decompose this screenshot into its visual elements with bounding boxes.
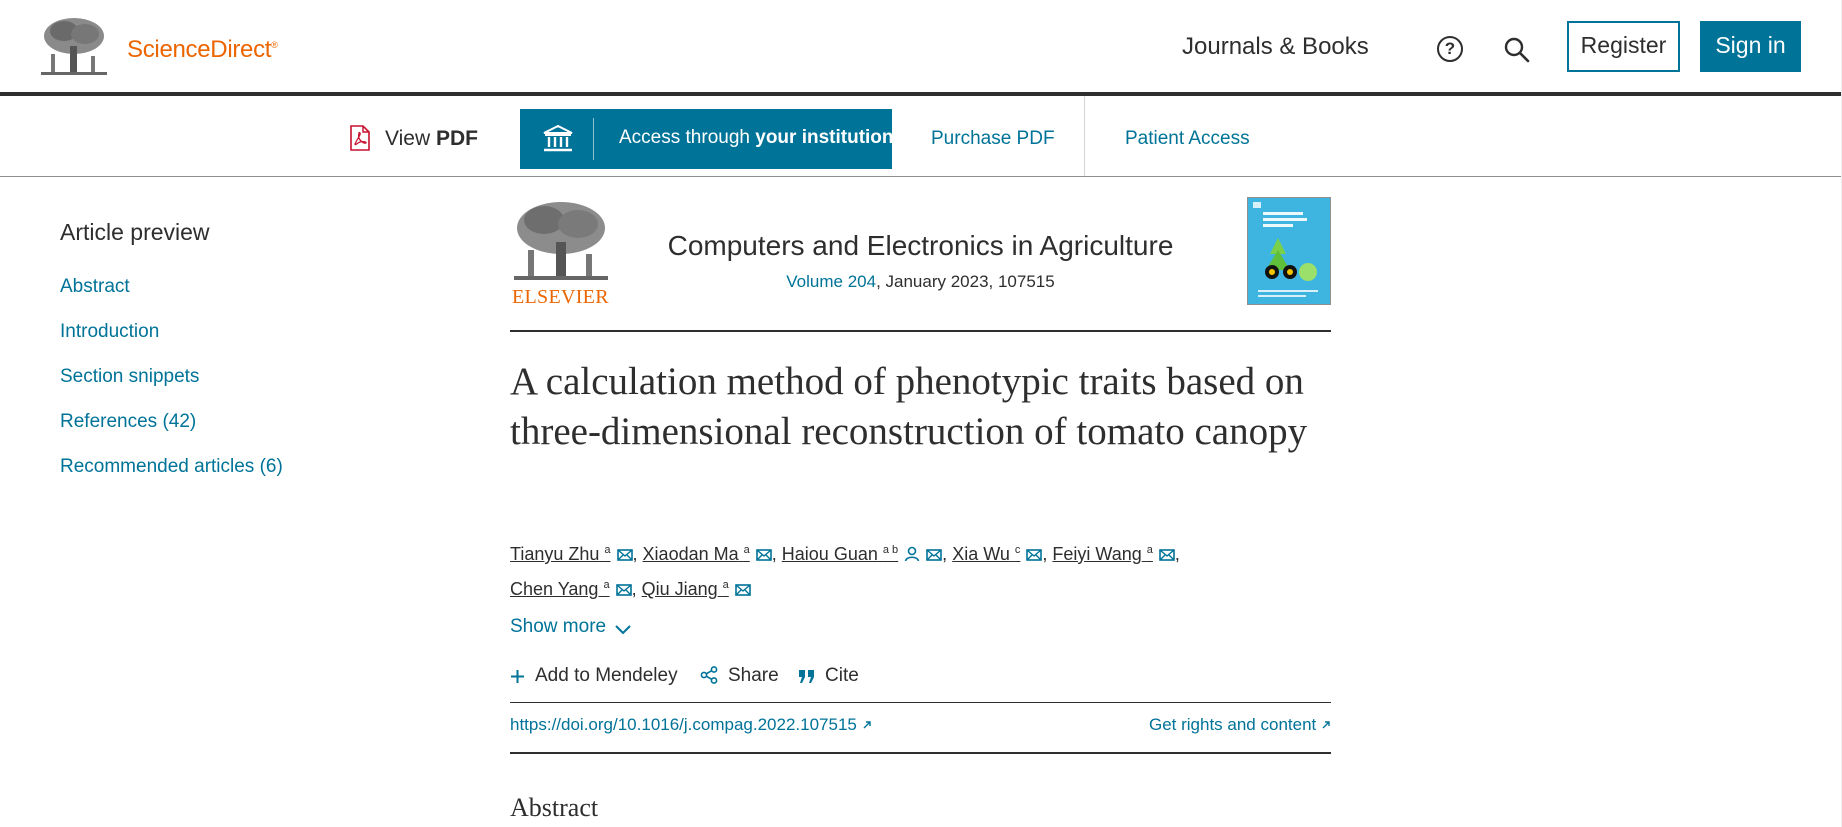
volume-link[interactable]: Volume 204 <box>786 272 877 291</box>
envelope-icon[interactable] <box>1159 549 1175 561</box>
journal-cover-art-icon <box>1248 198 1330 304</box>
elsevier-tree-logo-icon <box>39 16 109 78</box>
access-through-institution-button[interactable] <box>520 109 892 169</box>
add-to-mendeley-button[interactable]: Add to Mendeley <box>510 665 678 687</box>
external-link-icon <box>862 720 872 730</box>
access-divider <box>593 118 594 160</box>
sciencedirect-wordmark: ScienceDirect® <box>127 36 278 63</box>
sidebar-item-introduction[interactable]: Introduction <box>60 321 160 342</box>
journals-books-link[interactable]: Journals & Books <box>1182 33 1369 60</box>
doi-link[interactable]: https://doi.org/10.1016/j.compag.2022.107515 <box>510 715 872 735</box>
sidebar-item-references[interactable]: References (42) <box>60 411 197 432</box>
journal-title-link[interactable]: Computers and Electronics in Agriculture <box>667 230 1174 261</box>
access-label: Access through your institution <box>619 127 894 148</box>
cite-button[interactable]: Cite <box>798 665 859 687</box>
sidebar-item-abstract[interactable]: Abstract <box>60 276 130 297</box>
institution-icon <box>542 124 574 154</box>
envelope-icon[interactable] <box>926 549 942 561</box>
register-button[interactable]: Register <box>1567 21 1680 72</box>
plus-icon <box>510 669 525 684</box>
doi-row <box>510 702 1331 754</box>
article-toolbar <box>0 96 1842 177</box>
author-link[interactable]: Feiyi Wang $^a$ <box>1052 544 1153 564</box>
journal-cover-image[interactable] <box>1247 197 1331 305</box>
author-link[interactable]: Haiou Guan $^{a b}$ <box>781 544 899 564</box>
journal-volume-info: Volume 204, January 2023, 107515 <box>786 272 1055 291</box>
envelope-icon[interactable] <box>1026 549 1042 561</box>
search-icon[interactable] <box>1503 36 1531 64</box>
elsevier-wordmark: ELSEVIER <box>512 286 609 308</box>
author-link[interactable]: Chen Yang $^a$ <box>510 579 610 599</box>
patient-access-link[interactable]: Patient Access <box>1125 128 1250 149</box>
journal-header <box>510 196 1331 332</box>
author-list: Tianyu Zhu $^a$ , Xiaodan Ma $^a$ , Haiou Guan $^{a b}$ , Xia Wu $^c$ , Feiyi Wang $^a$ , Chen Yang $^a$ , Qiu Jiang $^a$ <box>510 544 1180 599</box>
envelope-icon[interactable] <box>756 549 772 561</box>
share-button[interactable]: Share <box>700 665 779 687</box>
view-pdf-button[interactable]: View PDF <box>349 125 478 151</box>
author-link[interactable]: Qiu Jiang $^a$ <box>641 579 729 599</box>
corresponding-author-icon[interactable] <box>904 546 920 562</box>
sidebar-item-section-snippets[interactable]: Section snippets <box>60 366 200 387</box>
sidebar-title: Article preview <box>60 219 210 245</box>
share-icon <box>700 666 718 684</box>
chevron-down-icon <box>614 624 632 636</box>
external-link-icon <box>1321 720 1331 730</box>
top-header <box>0 0 1842 96</box>
envelope-icon[interactable] <box>616 584 632 596</box>
envelope-icon[interactable] <box>617 549 633 561</box>
sign-in-button[interactable]: Sign in <box>1700 21 1801 72</box>
help-icon[interactable]: ? <box>1437 36 1463 62</box>
author-link[interactable]: Tianyu Zhu $^a$ <box>510 544 611 564</box>
author-link[interactable]: Xiaodan Ma $^a$ <box>642 544 750 564</box>
get-rights-link[interactable]: Get rights and content <box>1149 715 1331 735</box>
article-title: A calculation method of phenotypic traits based on three-dimensional reconstruction of tomato canopy <box>510 360 1308 453</box>
quote-icon <box>798 669 815 684</box>
abstract-heading: Abstract <box>510 793 599 822</box>
envelope-icon[interactable] <box>735 584 751 596</box>
pdf-file-icon <box>349 125 371 151</box>
show-more-button[interactable]: Show more <box>510 616 632 638</box>
purchase-pdf-link[interactable]: Purchase PDF <box>931 128 1055 149</box>
author-link[interactable]: Xia Wu $^c$ <box>952 544 1021 564</box>
sidebar-item-recommended-articles[interactable]: Recommended articles (6) <box>60 456 283 477</box>
toolbar-divider <box>1084 96 1085 176</box>
